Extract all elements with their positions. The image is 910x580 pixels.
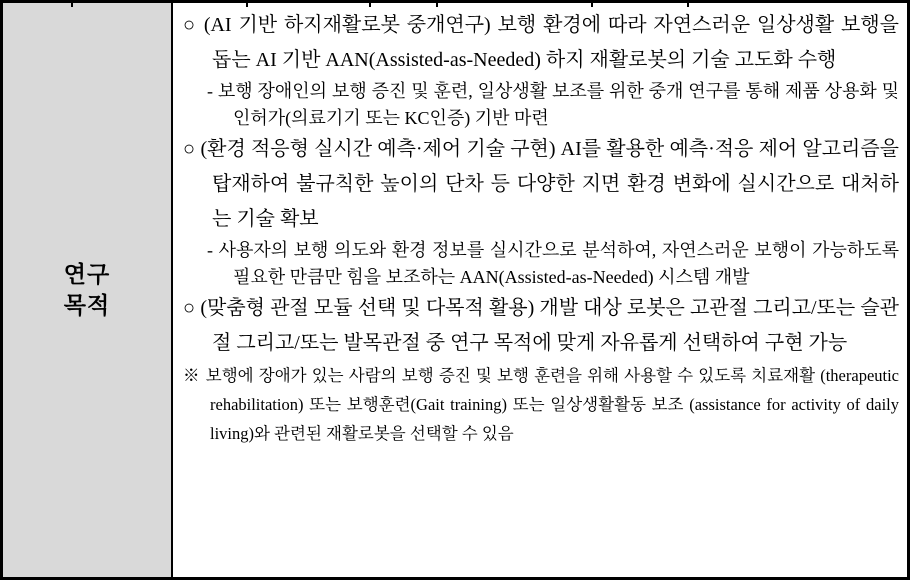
- bullet-text-3: (맞춤형 관절 모듈 선택 및 다목적 활용) 개발 대상 로봇은 고관절 그리고/또는 슬관절 그리고/또는 발목관절 중 연구 목적에 맞게 자유롭게 선택하여 구현 가능: [200, 297, 900, 354]
- sub-item-1: [207, 78, 899, 132]
- circle-bullet-icon: ○: [183, 14, 197, 36]
- top-border-tick: [369, 3, 371, 7]
- row-header-text-line1: 연구: [63, 262, 111, 287]
- content-cell: [173, 3, 907, 577]
- bullet-text-2: (환경 적응형 실시간 예측·제어 기술 구현) AI를 활용한 예측·적응 제어 알고리즘을 탑재하여 불규칙한 높이의 단차 등 다양한 지면 환경 변화에 실시간으로 대처하는 기술 확보: [200, 138, 899, 230]
- row-header-text-line2: 목적: [63, 293, 111, 318]
- top-border-tick: [687, 3, 689, 7]
- dash-bullet-icon: -: [207, 81, 213, 101]
- bullet-item-2: [183, 132, 899, 237]
- sub-item-2: [207, 237, 899, 291]
- dash-bullet-icon: -: [207, 240, 213, 260]
- bullet-text-1: (AI 기반 하지재활로봇 중개연구) 보행 환경에 따라 자연스러운 일상생활 보행을 돕는 AI 기반 AAN(Assisted-as-Needed) 하지 재활로봇의 기술 고도화 수행: [203, 14, 899, 71]
- footnote-text: 보행에 장애가 있는 사람의 보행 증진 및 보행 훈련을 위해 사용할 수 있도록 치료재활 (therapeutic rehabilitation) 또는 보행훈련(Gait training) 또는 일상생활활동 보조 (assistance for activity of daily living)와 관련된 재활로봇을 선택할 수 있음: [205, 366, 900, 443]
- row-header-cell: [3, 3, 173, 577]
- circle-bullet-icon: ○: [183, 297, 196, 319]
- top-border-tick: [436, 3, 438, 7]
- bullet-item-1: [183, 8, 899, 78]
- reference-mark-icon: ※: [183, 366, 201, 385]
- footnote-item: [183, 361, 899, 448]
- sub-text-1: 보행 장애인의 보행 증진 및 훈련, 일상생활 보조를 위한 중개 연구를 통해 제품 상용화 및 인허가(의료기기 또는 KC인증) 기반 마련: [217, 81, 900, 128]
- top-border-tick: [246, 3, 248, 7]
- circle-bullet-icon: ○: [183, 138, 196, 160]
- top-border-tick: [591, 3, 593, 7]
- top-border-tick: [71, 3, 73, 7]
- sub-text-2: 사용자의 보행 의도와 환경 정보를 실시간으로 분석하여, 자연스러운 보행이 가능하도록 필요한 만큼만 힘을 보조하는 AAN(Assisted-as-Needed) 시스템 개발: [218, 240, 900, 287]
- bullet-item-3: [183, 291, 899, 361]
